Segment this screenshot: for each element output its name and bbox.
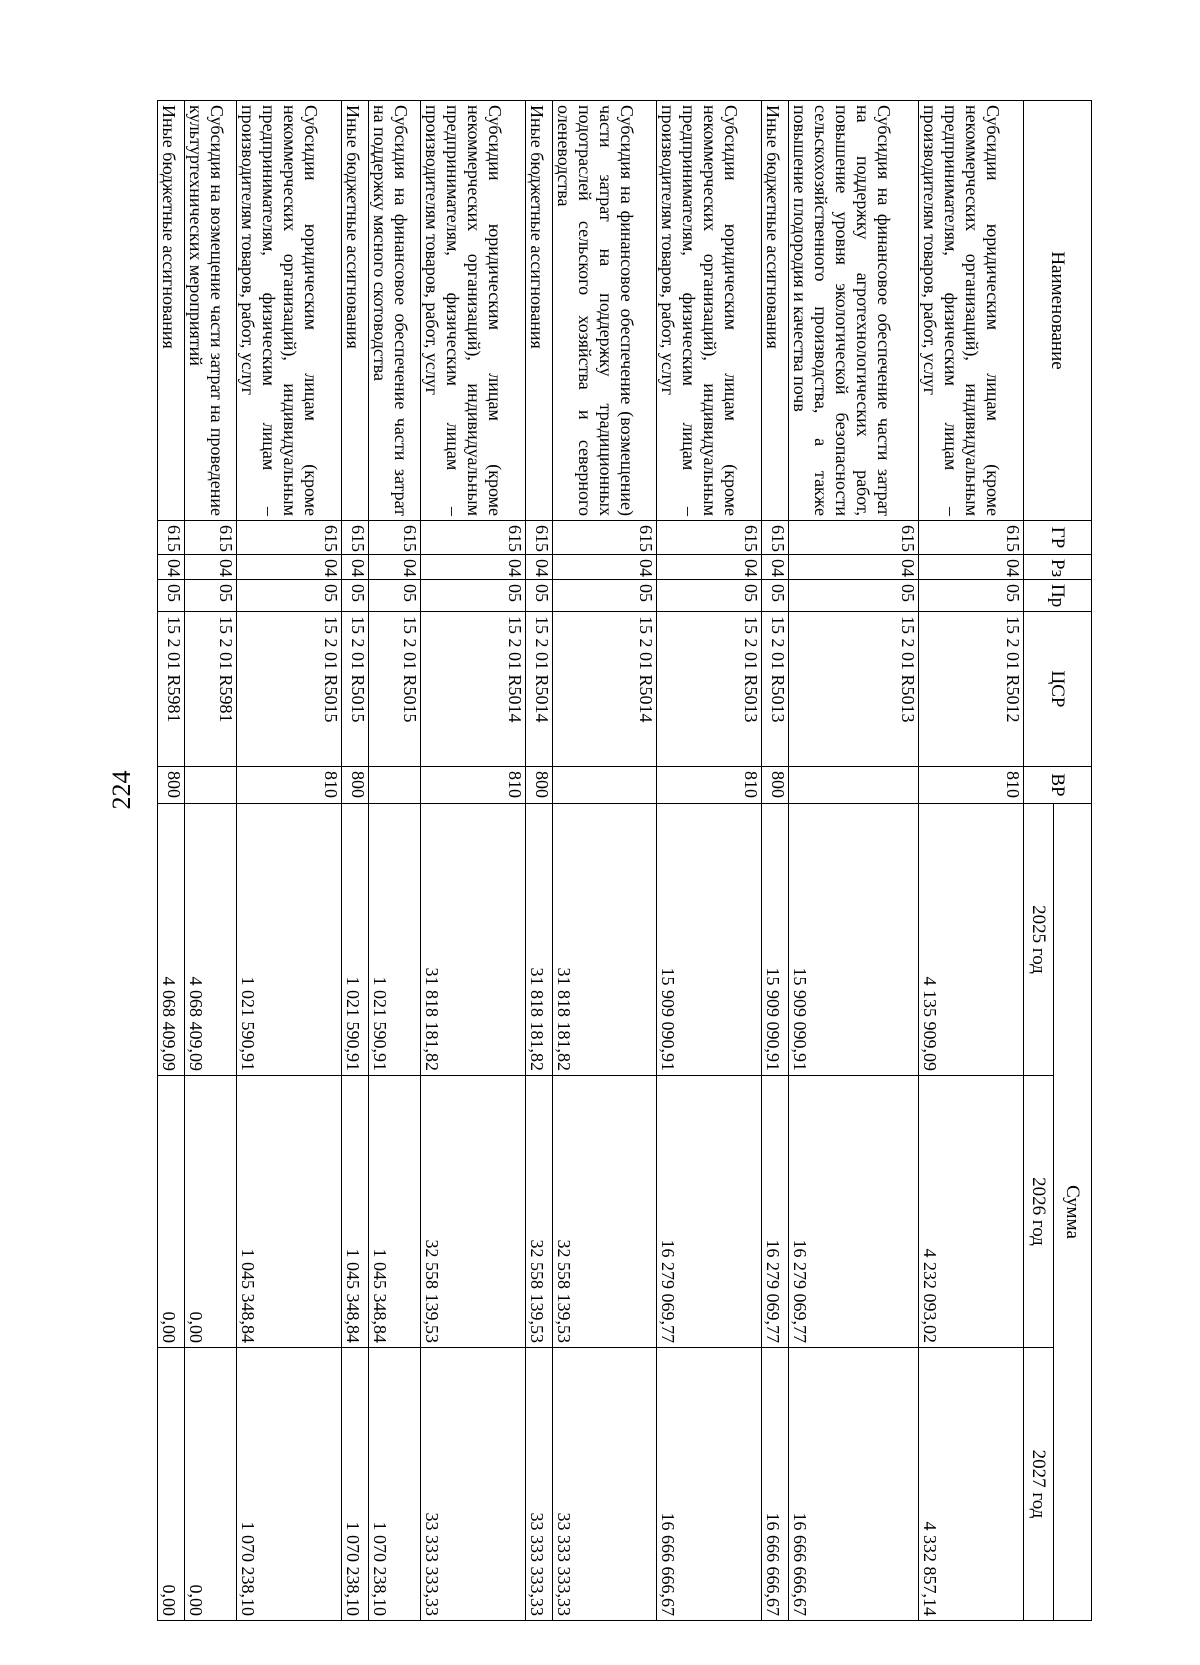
header-sum: Сумма: [1054, 804, 1092, 1621]
table-row: [237, 101, 342, 1621]
table-body: [158, 101, 1024, 1621]
cell-rz: 04: [184, 555, 236, 580]
table-row: [421, 101, 526, 1621]
cell-y2025: 1 021 590,91: [342, 804, 369, 1076]
cell-gr: 615: [788, 521, 919, 555]
cell-y2026: 32 558 139,53: [526, 1076, 553, 1348]
cell-y2027: 33 333 333,33: [526, 1348, 553, 1621]
table-row: [788, 101, 919, 1621]
table-row: [158, 101, 185, 1621]
cell-gr: 615: [237, 521, 342, 555]
cell-rz: 04: [788, 555, 919, 580]
cell-gr: 615: [553, 521, 657, 555]
cell-vr: [369, 767, 421, 804]
table-row: [184, 101, 236, 1621]
table-row: [553, 101, 657, 1621]
cell-y2026: 16 279 069,77: [761, 1076, 788, 1348]
cell-csr: 15 2 01 R5013: [761, 612, 788, 767]
cell-csr: 15 2 01 R5013: [656, 612, 761, 767]
cell-y2025: 1 021 590,91: [369, 804, 421, 1076]
cell-pr: 05: [158, 580, 185, 612]
cell-y2027: 33 333 333,33: [553, 1348, 657, 1621]
cell-vr: 810: [919, 767, 1024, 804]
cell-y2025: 31 818 181,82: [421, 804, 526, 1076]
cell-rz: 04: [158, 555, 185, 580]
cell-name: Иные бюджетные ассигнования: [526, 101, 553, 521]
cell-csr: 15 2 01 R5981: [184, 612, 236, 767]
table-row: [919, 101, 1024, 1621]
cell-vr: 800: [342, 767, 369, 804]
cell-pr: 05: [788, 580, 919, 612]
header-rz: Рз: [1024, 555, 1092, 580]
cell-y2027: 0,00: [158, 1348, 185, 1621]
cell-rz: 04: [919, 555, 1024, 580]
header-name: Наименование: [1024, 101, 1092, 521]
budget-table: [157, 100, 1092, 1621]
cell-csr: 15 2 01 R5015: [237, 612, 342, 767]
cell-pr: 05: [184, 580, 236, 612]
cell-y2027: 0,00: [184, 1348, 236, 1621]
cell-y2026: 16 279 069,77: [788, 1076, 919, 1348]
cell-vr: 800: [158, 767, 185, 804]
cell-y2026: 1 045 348,84: [342, 1076, 369, 1348]
cell-y2025: 15 909 090,91: [788, 804, 919, 1076]
cell-y2026: 32 558 139,53: [421, 1076, 526, 1348]
cell-rz: 04: [761, 555, 788, 580]
cell-csr: 15 2 01 R5015: [342, 612, 369, 767]
cell-name: Иные бюджетные ассигнования: [342, 101, 369, 521]
cell-y2026: 16 279 069,77: [656, 1076, 761, 1348]
cell-y2027: 1 070 238,10: [369, 1348, 421, 1621]
cell-y2027: 16 666 666,67: [788, 1348, 919, 1621]
cell-name: Субсидии юридическим лицам (кроме некоммерческих организаций), индивидуальным предпринимателям, физическим лицам – производителям товаров, работ, услуг: [656, 101, 761, 521]
cell-csr: 15 2 01 R5014: [553, 612, 657, 767]
page-number: 224: [107, 770, 136, 810]
cell-vr: [184, 767, 236, 804]
cell-gr: 615: [421, 521, 526, 555]
cell-y2027: 33 333 333,33: [421, 1348, 526, 1621]
cell-pr: 05: [369, 580, 421, 612]
cell-rz: 04: [421, 555, 526, 580]
cell-name: Субсидии юридическим лицам (кроме некоммерческих организаций), индивидуальным предпринимателям, физическим лицам – производителям товаров, работ, услуг: [237, 101, 342, 521]
cell-pr: 05: [656, 580, 761, 612]
cell-gr: 615: [158, 521, 185, 555]
header-pr: Пр: [1024, 580, 1092, 612]
cell-csr: 15 2 01 R5012: [919, 612, 1024, 767]
cell-name: Субсидия на финансовое обеспечение (возмещение) части затрат на поддержку традиционных подотраслей сельского хозяйства и северного оленеводства: [553, 101, 657, 521]
cell-gr: 615: [656, 521, 761, 555]
cell-y2026: 1 045 348,84: [237, 1076, 342, 1348]
cell-y2025: 4 068 409,09: [158, 804, 185, 1076]
cell-csr: 15 2 01 R5014: [421, 612, 526, 767]
cell-vr: 800: [761, 767, 788, 804]
cell-y2026: 32 558 139,53: [553, 1076, 657, 1348]
header-2025: 2025 год: [1024, 804, 1054, 1076]
cell-rz: 04: [526, 555, 553, 580]
header-2027: 2027 год: [1024, 1348, 1054, 1621]
cell-gr: 615: [919, 521, 1024, 555]
cell-pr: 05: [553, 580, 657, 612]
cell-y2027: 4 332 857,14: [919, 1348, 1024, 1621]
cell-pr: 05: [421, 580, 526, 612]
header-gr: ГР: [1024, 521, 1092, 555]
cell-y2025: 1 021 590,91: [237, 804, 342, 1076]
cell-y2026: 0,00: [158, 1076, 185, 1348]
cell-pr: 05: [237, 580, 342, 612]
cell-name: Иные бюджетные ассигнования: [761, 101, 788, 521]
cell-name: Иные бюджетные ассигнования: [158, 101, 185, 521]
cell-csr: 15 2 01 R5015: [369, 612, 421, 767]
cell-pr: 05: [526, 580, 553, 612]
table-row: [526, 101, 553, 1621]
cell-pr: 05: [919, 580, 1024, 612]
cell-y2027: 16 666 666,67: [656, 1348, 761, 1621]
cell-y2026: 1 045 348,84: [369, 1076, 421, 1348]
cell-vr: 810: [421, 767, 526, 804]
cell-y2027: 1 070 238,10: [342, 1348, 369, 1621]
cell-name: Субсидия на финансовое обеспечение части затрат на поддержку агротехнологических работ, повышение уровня экологической безопасности сельскохозяйственного производства, а также повышение плодородия и качества почв: [788, 101, 919, 521]
table-row: [761, 101, 788, 1621]
cell-rz: 04: [237, 555, 342, 580]
cell-gr: 615: [369, 521, 421, 555]
cell-y2025: 31 818 181,82: [526, 804, 553, 1076]
cell-vr: 800: [526, 767, 553, 804]
header-2026: 2026 год: [1024, 1076, 1054, 1348]
header-csr: ЦСР: [1024, 612, 1092, 767]
cell-y2025: 4 135 909,09: [919, 804, 1024, 1076]
cell-name: Субсидия на финансовое обеспечение части затрат на поддержку мясного скотоводства: [369, 101, 421, 521]
cell-y2025: 4 068 409,09: [184, 804, 236, 1076]
cell-rz: 04: [342, 555, 369, 580]
cell-csr: 15 2 01 R5013: [788, 612, 919, 767]
table-header: [1024, 101, 1092, 1621]
cell-gr: 615: [526, 521, 553, 555]
cell-vr: [553, 767, 657, 804]
table-row: [342, 101, 369, 1621]
cell-vr: 810: [237, 767, 342, 804]
table-row: [369, 101, 421, 1621]
rotated-table-container: [157, 100, 1092, 1620]
cell-y2026: 0,00: [184, 1076, 236, 1348]
cell-y2025: 31 818 181,82: [553, 804, 657, 1076]
cell-y2027: 1 070 238,10: [237, 1348, 342, 1621]
cell-gr: 615: [342, 521, 369, 555]
cell-gr: 615: [184, 521, 236, 555]
cell-y2027: 16 666 666,67: [761, 1348, 788, 1621]
cell-rz: 04: [656, 555, 761, 580]
cell-y2025: 15 909 090,91: [656, 804, 761, 1076]
table-row: [656, 101, 761, 1621]
cell-pr: 05: [761, 580, 788, 612]
cell-pr: 05: [342, 580, 369, 612]
cell-csr: 15 2 01 R5014: [526, 612, 553, 767]
cell-name: Субсидии юридическим лицам (кроме некоммерческих организаций), индивидуальным предпринимателям, физическим лицам – производителям товаров, работ, услуг: [421, 101, 526, 521]
cell-vr: 810: [656, 767, 761, 804]
cell-rz: 04: [553, 555, 657, 580]
cell-rz: 04: [369, 555, 421, 580]
cell-gr: 615: [761, 521, 788, 555]
cell-name: Субсидии юридическим лицам (кроме некоммерческих организаций), индивидуальным предпринимателям, физическим лицам – производителям товаров, работ, услуг: [919, 101, 1024, 521]
cell-vr: [788, 767, 919, 804]
header-vr: ВР: [1024, 767, 1092, 804]
cell-csr: 15 2 01 R5981: [158, 612, 185, 767]
cell-y2026: 4 232 093,02: [919, 1076, 1024, 1348]
cell-y2025: 15 909 090,91: [761, 804, 788, 1076]
cell-name: Субсидия на возмещение части затрат на проведение культуртехнических мероприятий: [184, 101, 236, 521]
